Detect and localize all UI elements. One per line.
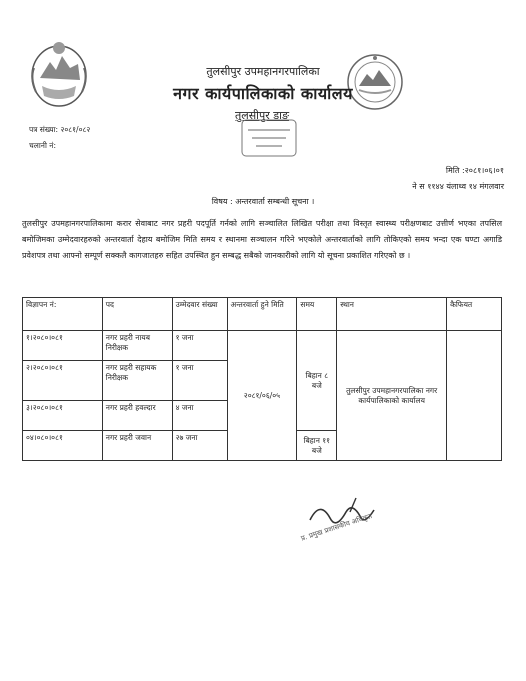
post-cell: नगर प्रहरी जवान — [102, 431, 172, 461]
interview-date-cell: २०८१/०६/०५ — [227, 331, 297, 461]
candidates-cell: १ जना — [172, 361, 227, 401]
header-venue: स्थान — [337, 298, 447, 331]
table-row — [23, 331, 502, 361]
signatory-title: प्र. प्रमुख प्रशासकीय अधिकृत — [300, 512, 373, 543]
subject-line: विषय : अन्तरवार्ता सम्बन्धी सूचना । — [211, 197, 315, 206]
time-cell-morning-11: बिहान ११ बजे — [297, 431, 337, 461]
time-cell-morning-8: बिहान ८ बजे — [297, 331, 337, 431]
header-remarks: कैफियत — [447, 298, 502, 331]
candidates-cell: २७ जना — [172, 431, 227, 461]
ad-no-cell: ३।२०८०।०८१ — [23, 401, 103, 431]
date-nepal-sambat: ने स ११४४ यंलाथ्व १४ मंगलवार — [412, 182, 504, 191]
venue-cell: तुलसीपुर उपमहानगरपालिका नगर कार्यपालिकाको कार्यालय — [337, 331, 447, 461]
candidates-cell: १ जना — [172, 331, 227, 361]
interview-schedule-table — [22, 297, 502, 461]
letter-number: पत्र संख्या: २०८१/०८२ — [29, 125, 91, 134]
municipality-name: तुलसीपुर उपमहानगरपालिका — [206, 65, 320, 78]
ad-no-cell: २।२०८०।०८१ — [23, 361, 103, 401]
date-bs: मिति :२०८१।०६।०१ — [445, 166, 504, 175]
office-place: तुलसीपुर डाङ — [235, 109, 289, 122]
notice-body: तुलसीपुर उपमहानगरपालिकामा करार सेवाबाट नगर प्रहरी पदपूर्ति गर्नको लागि सञ्चालित लिखित परीक्षा तथा विस्तृत स्वास्थ्य परीक्षणबाट उत्तीर्ण भएका तपसिल बमोजिमका उम्मेदवारहरुको अन्तरवार्ता देहाय बमोजिम मिति समय र स्थानमा सञ्चालन गरिने भएकोले अन्तरवार्ताको लागि तोकिएको समय भन्दा एक घण्टा अगाडि प्रवेशपत्र तथा आफ्नो सम्पूर्ण सक्कलै कागजातहरु सहित उपस्थित हुन सम्बद्ध सबैको जानकारीको लागि यो सूचना प्रकाशित गरिएको छ । — [22, 219, 502, 260]
header-time: समय — [297, 298, 337, 331]
ad-no-cell: ०४।०८०।०८१ — [23, 431, 103, 461]
ad-no-cell: १।२०८०।०८१ — [23, 331, 103, 361]
header-interview-date: अन्तरवार्ता हुने मिति — [227, 298, 297, 331]
post-cell: नगर प्रहरी नायब निरीक्षक — [102, 331, 172, 361]
candidates-cell: ४ जना — [172, 401, 227, 431]
header-candidates: उम्मेदवार संख्या — [172, 298, 227, 331]
header-post: पद — [102, 298, 172, 331]
dispatch-number: चलानी नं: — [29, 141, 56, 150]
post-cell: नगर प्रहरी हवल्दार — [102, 401, 172, 431]
office-title: नगर कार्यपालिकाको कार्यालय — [173, 84, 353, 103]
table-header-row — [23, 298, 502, 331]
header-ad-no: विज्ञापन नं: — [23, 298, 103, 331]
post-cell: नगर प्रहरी सहायक निरीक्षक — [102, 361, 172, 401]
remarks-cell — [447, 331, 502, 461]
office-stamp-icon — [238, 118, 300, 158]
